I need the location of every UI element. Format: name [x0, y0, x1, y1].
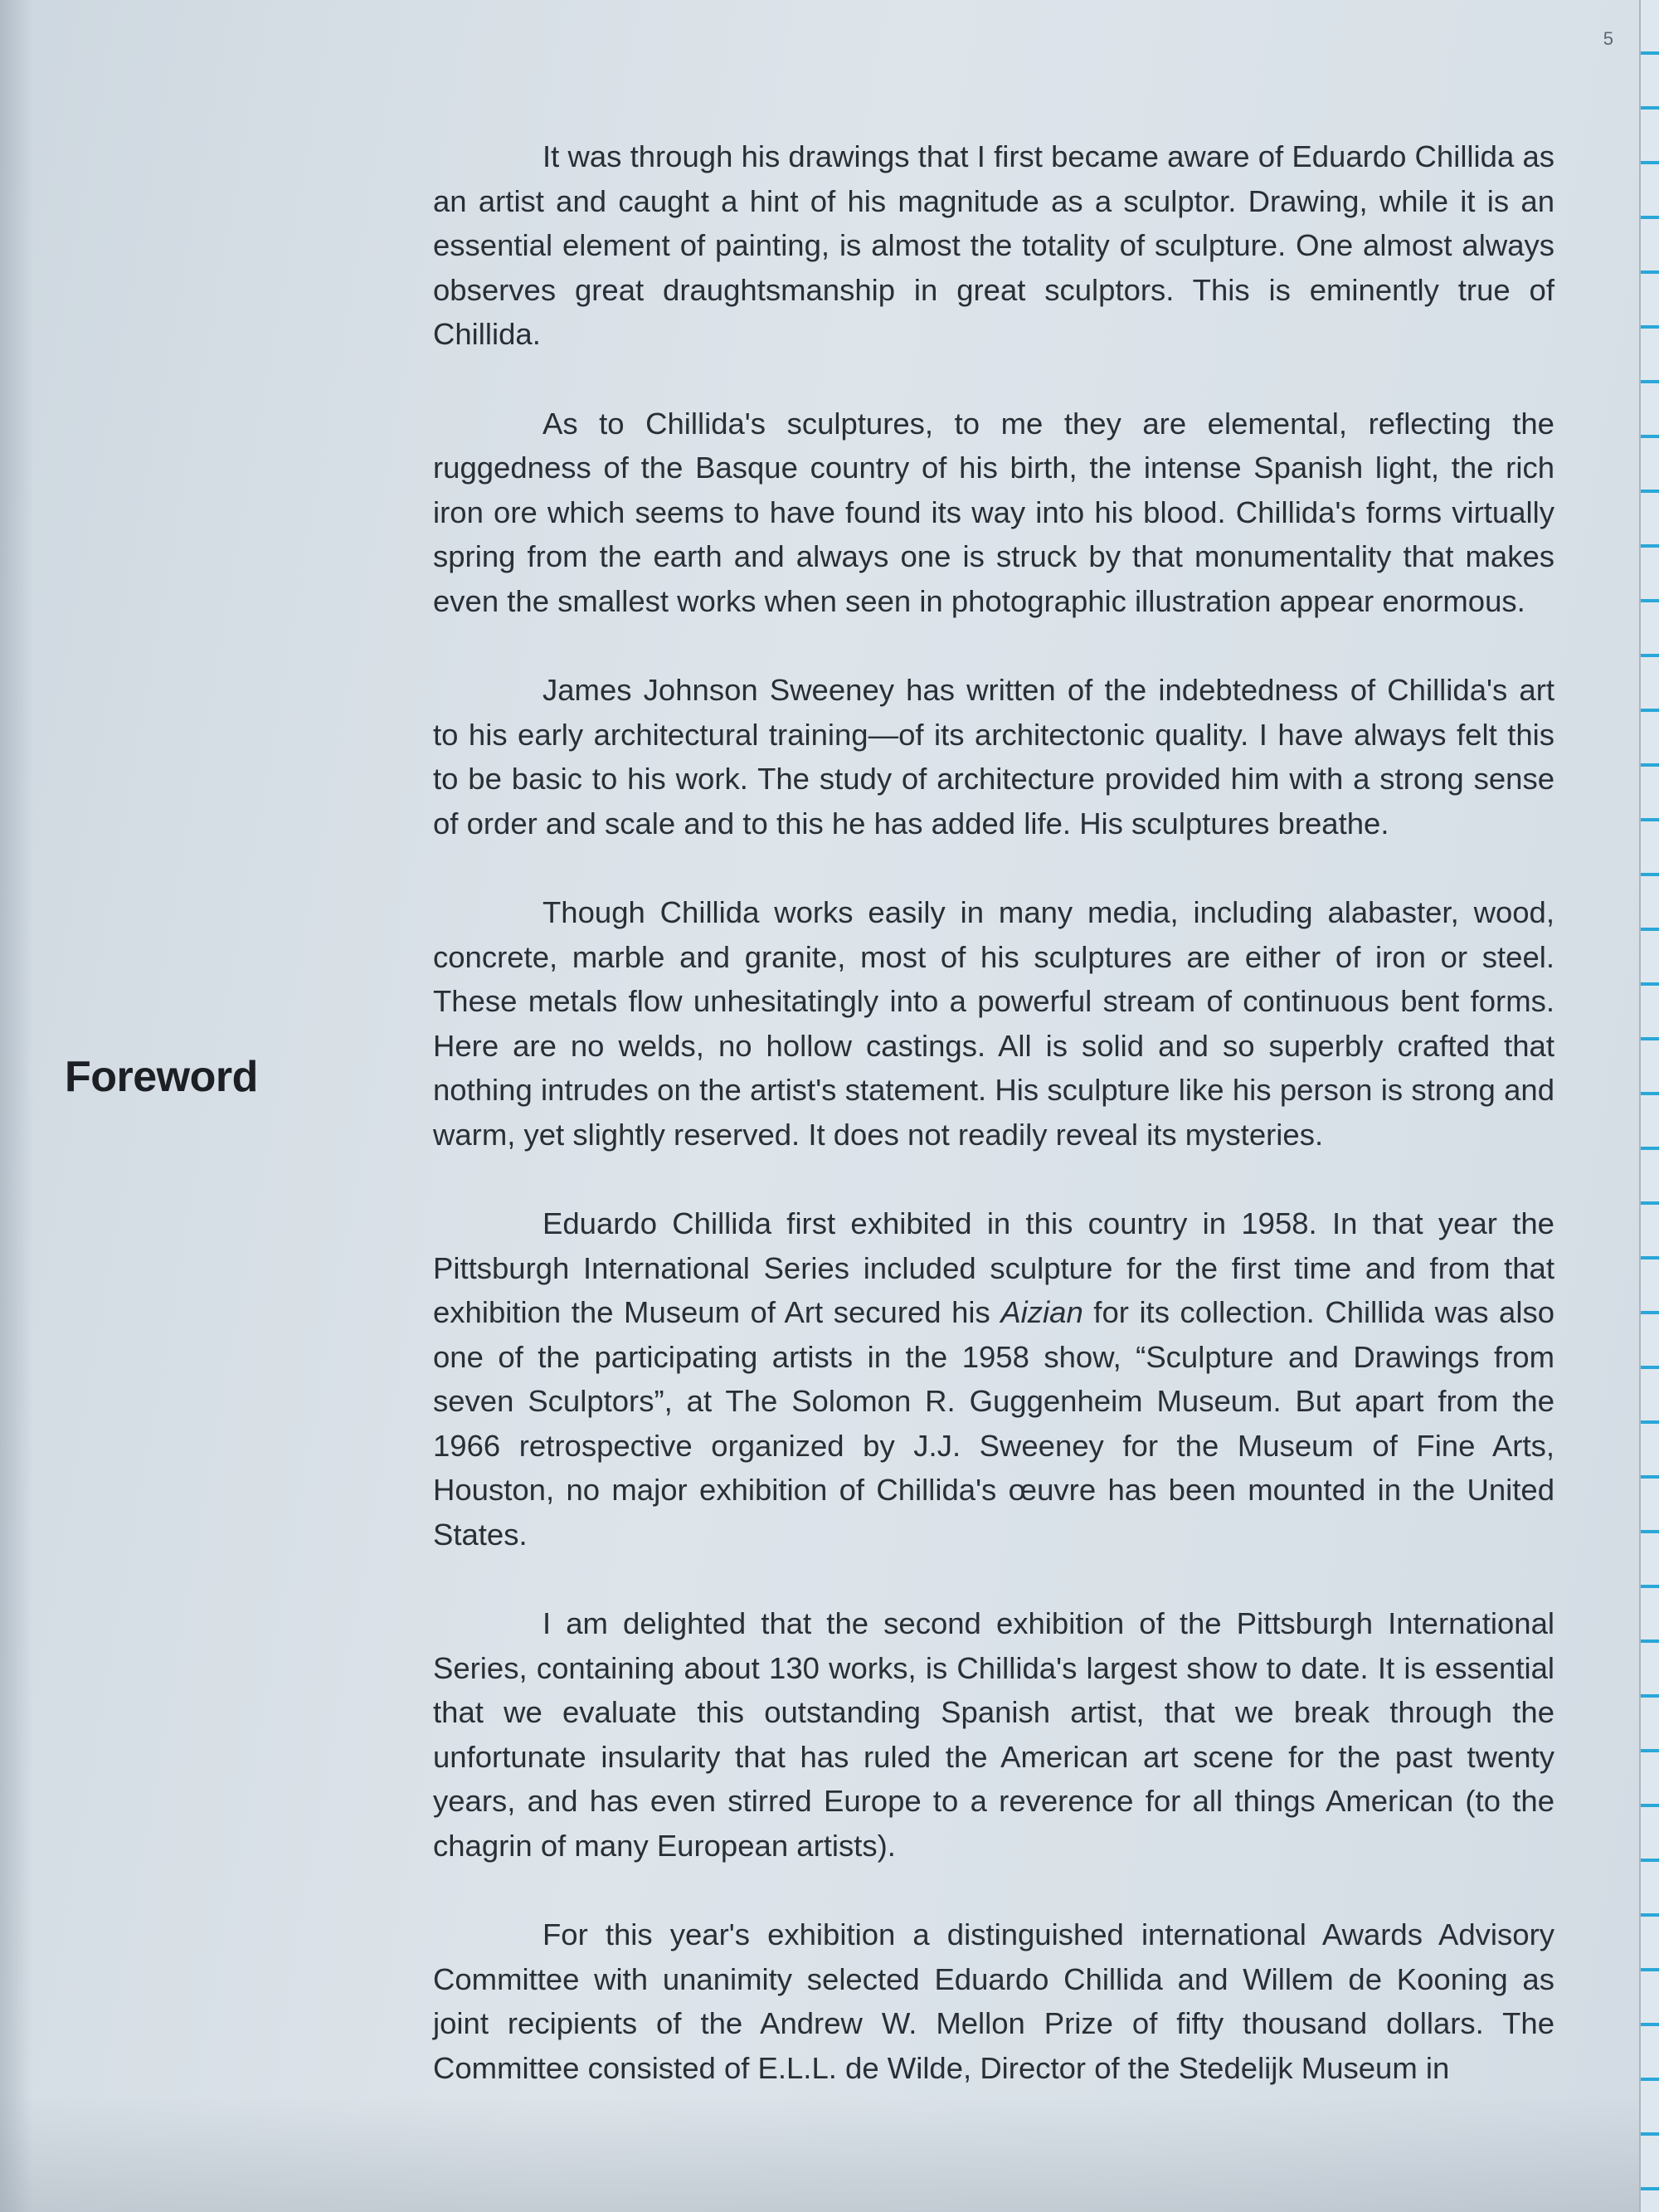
- foreword-body: [433, 134, 1554, 2090]
- page-number: 5: [1603, 28, 1614, 49]
- page-bottom-shadow: [0, 2096, 1652, 2212]
- paragraph-7: For this year's exhibition a distinguished international Awards Advisory Committee with unanimity selected Eduardo Chillida and Willem de Kooning as joint recipients of the Andrew W. Mellon Prize of fifty thousand dollars. The Committee consisted of E.L.L. de Wilde, Director of the Stedelijk Museum in: [433, 1917, 1554, 2085]
- paragraph-5-end: for its collection. Chillida was also one of the participating artists in the 1958 show, “Sculpture and Drawings from seven Sculptors”, at The Solomon R. Guggenheim Museum. But apart from the 1966 retrospective organized by J.J. Sweeney for the Museum of Fine Arts, Houston, no major exhibition of Chillida's œuvre has been mounted in the United States.: [433, 1295, 1554, 1552]
- paragraph-4: Though Chillida works easily in many media, including alabaster, wood, concrete, marble and granite, most of his sculptures are either of iron or steel. These metals flow unhesitatingly into a powerful stream of continuous bent forms. Here are no welds, no hollow castings. All is solid and so superbly crafted that nothing intrudes on the artist's statement. His sculpture like his person is strong and warm, yet slightly reserved. It does not readily reveal its mysteries.: [433, 895, 1554, 1152]
- next-page-edge: [1639, 0, 1659, 2212]
- paragraph-5-start: Eduardo Chillida first exhibited in this country in 1958. In that year the Pittsburgh International Series included sculpture for the first time and from that exhibition the Museum of Art secured his: [433, 1206, 1554, 1329]
- artwork-title-aizian: Aizian: [1000, 1295, 1083, 1329]
- paragraph-1: It was through his drawings that I first became aware of Eduardo Chillida as an artist and caught a hint of his magnitude as a sculptor. Drawing, while it is an essential element of painting, is almost the totality of sculpture. One almost always observes great draughtsmanship in great sculptors. This is eminently true of Chillida.: [433, 139, 1554, 351]
- paragraph-5: [433, 1201, 1554, 1557]
- paragraph-6: I am delighted that the second exhibition of the Pittsburgh International Series, containing about 130 works, is Chillida's largest show to date. It is essential that we evaluate this outstanding Spanish artist, that we break through the unfortunate insularity that has ruled the American art scene for the past twenty years, and has even stirred Europe to a reverence for all things American (to the chagrin of many European artists).: [433, 1606, 1554, 1863]
- paragraph-3: James Johnson Sweeney has written of the indebtedness of Chillida's art to his early architectural training—of its architectonic quality. I have always felt this to be basic to his work. The study of architecture provided him with a strong sense of order and scale and to this he has added life. His sculptures breathe.: [433, 673, 1554, 840]
- page-title: Foreword: [65, 1053, 258, 1101]
- paragraph-2: As to Chillida's sculptures, to me they are elemental, reflecting the ruggedness of the Basque country of his birth, the intense Spanish light, the rich iron ore which seems to have found its way into his blood. Chillida's forms virtually spring from the earth and always one is struck by that monumentality that makes even the smallest works when seen in photographic illustration appear enormous.: [433, 406, 1554, 618]
- page-binding-shadow: [0, 0, 33, 2212]
